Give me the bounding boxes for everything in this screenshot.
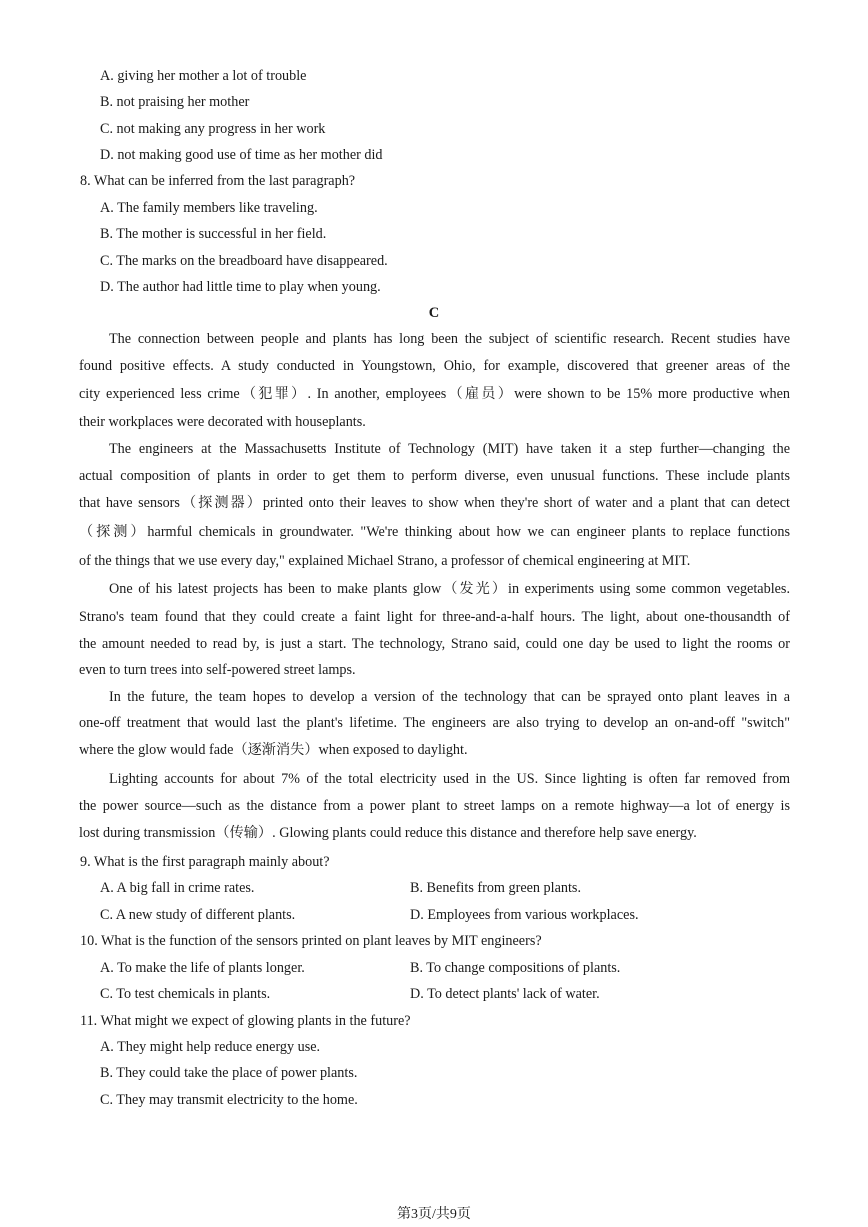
q10-option-b: B. To change compositions of plants.: [410, 960, 621, 976]
passage-p5-line: the power source—such as the distance from a power plant to street lamps on a remote highway—a lot of energy is: [79, 798, 790, 814]
passage-p3-line: even to turn trees into self-powered street lamps.: [79, 662, 356, 678]
passage-p4-line: one-off treatment that would last the plant's lifetime. The engineers are also trying to develop an on-and-off "switch": [79, 715, 790, 731]
passage-p1-line: The connection between people and plants has long been the subject of scientific research. Recent studies have: [109, 331, 790, 347]
page-footer: 第3页/共9页: [397, 1207, 471, 1222]
passage-p5-line: lost during transmission（传输）. Glowing plants could reduce this distance and therefore help save energy.: [79, 825, 697, 841]
q9-option-b: B. Benefits from green plants.: [410, 880, 581, 896]
q11-option-b: B. They could take the place of power plants.: [100, 1065, 358, 1081]
q11-stem: 11. What might we expect of glowing plants in the future?: [80, 1013, 411, 1029]
q10-option-d: D. To detect plants' lack of water.: [410, 986, 600, 1002]
q10-stem: 10. What is the function of the sensors printed on plant leaves by MIT engineers?: [80, 933, 542, 949]
passage-p1-line: found positive effects. A study conducted in Youngstown, Ohio, for example, discovered that greener areas of the: [79, 358, 790, 374]
q10-option-c: C. To test chemicals in plants.: [100, 986, 271, 1002]
section-heading: C: [428, 305, 440, 321]
passage-p2-line: that have sensors（探测器）printed onto their leaves to show when they're short of water and a plant that can detect: [79, 495, 790, 511]
q7-option-d: D. not making good use of time as her mother did: [100, 147, 383, 163]
passage-p2-line: The engineers at the Massachusetts Institute of Technology (MIT) have taken it a step further—changing the: [109, 441, 790, 457]
passage-p2-line: actual composition of plants in order to get them to perform diverse, even unusual functions. These include plants: [79, 468, 790, 484]
q9-option-c: C. A new study of different plants.: [100, 907, 296, 923]
passage-p5-line: Lighting accounts for about 7% of the total electricity used in the US. Since lighting is often far removed from: [109, 771, 790, 787]
passage-p4-line: In the future, the team hopes to develop a version of the technology that can be sprayed onto plant leaves in a: [109, 689, 790, 705]
passage-p2-line: of the things that we use every day," explained Michael Strano, a professor of chemical engineering at MIT.: [79, 553, 691, 569]
q8-option-a: A. The family members like traveling.: [100, 200, 318, 216]
passage-p1-line: city experienced less crime（犯罪）. In another, employees（雇员）were shown to be 15% more productive when: [79, 386, 790, 402]
q9-stem: 9. What is the first paragraph mainly about?: [80, 854, 330, 870]
q7-option-b: B. not praising her mother: [100, 94, 250, 110]
q11-option-c: C. They may transmit electricity to the home.: [100, 1092, 358, 1108]
passage-p3-line: the amount needed to read by, is just a start. The technology, Strano said, could one day be used to light the rooms or: [79, 636, 790, 652]
q8-option-c: C. The marks on the breadboard have disappeared.: [100, 253, 388, 269]
q9-option-d: D. Employees from various workplaces.: [410, 907, 639, 923]
q9-option-a: A. A big fall in crime rates.: [100, 880, 255, 896]
passage-p3-line: One of his latest projects has been to make plants glow（发光）in experiments using some common vegetables.: [109, 581, 790, 597]
q7-option-c: C. not making any progress in her work: [100, 121, 326, 137]
q7-option-a: A. giving her mother a lot of trouble: [100, 68, 307, 84]
q8-option-b: B. The mother is successful in her field.: [100, 226, 327, 242]
passage-p4-line: where the glow would fade（逐渐消失）when exposed to daylight.: [79, 742, 468, 758]
passage-p1-line: their workplaces were decorated with houseplants.: [79, 414, 366, 430]
q8-stem: 8. What can be inferred from the last paragraph?: [80, 173, 356, 189]
passage-p2-line: （探测）harmful chemicals in groundwater. "We're thinking about how we can engineer plants to replace functions: [79, 524, 790, 540]
q11-option-a: A. They might help reduce energy use.: [100, 1039, 321, 1055]
passage-p3-line: Strano's team found that they could create a faint light for three-and-a-half hours. The light, about one-thousandth of: [79, 609, 790, 625]
q10-option-a: A. To make the life of plants longer.: [100, 960, 305, 976]
q8-option-d: D. The author had little time to play when young.: [100, 279, 381, 295]
